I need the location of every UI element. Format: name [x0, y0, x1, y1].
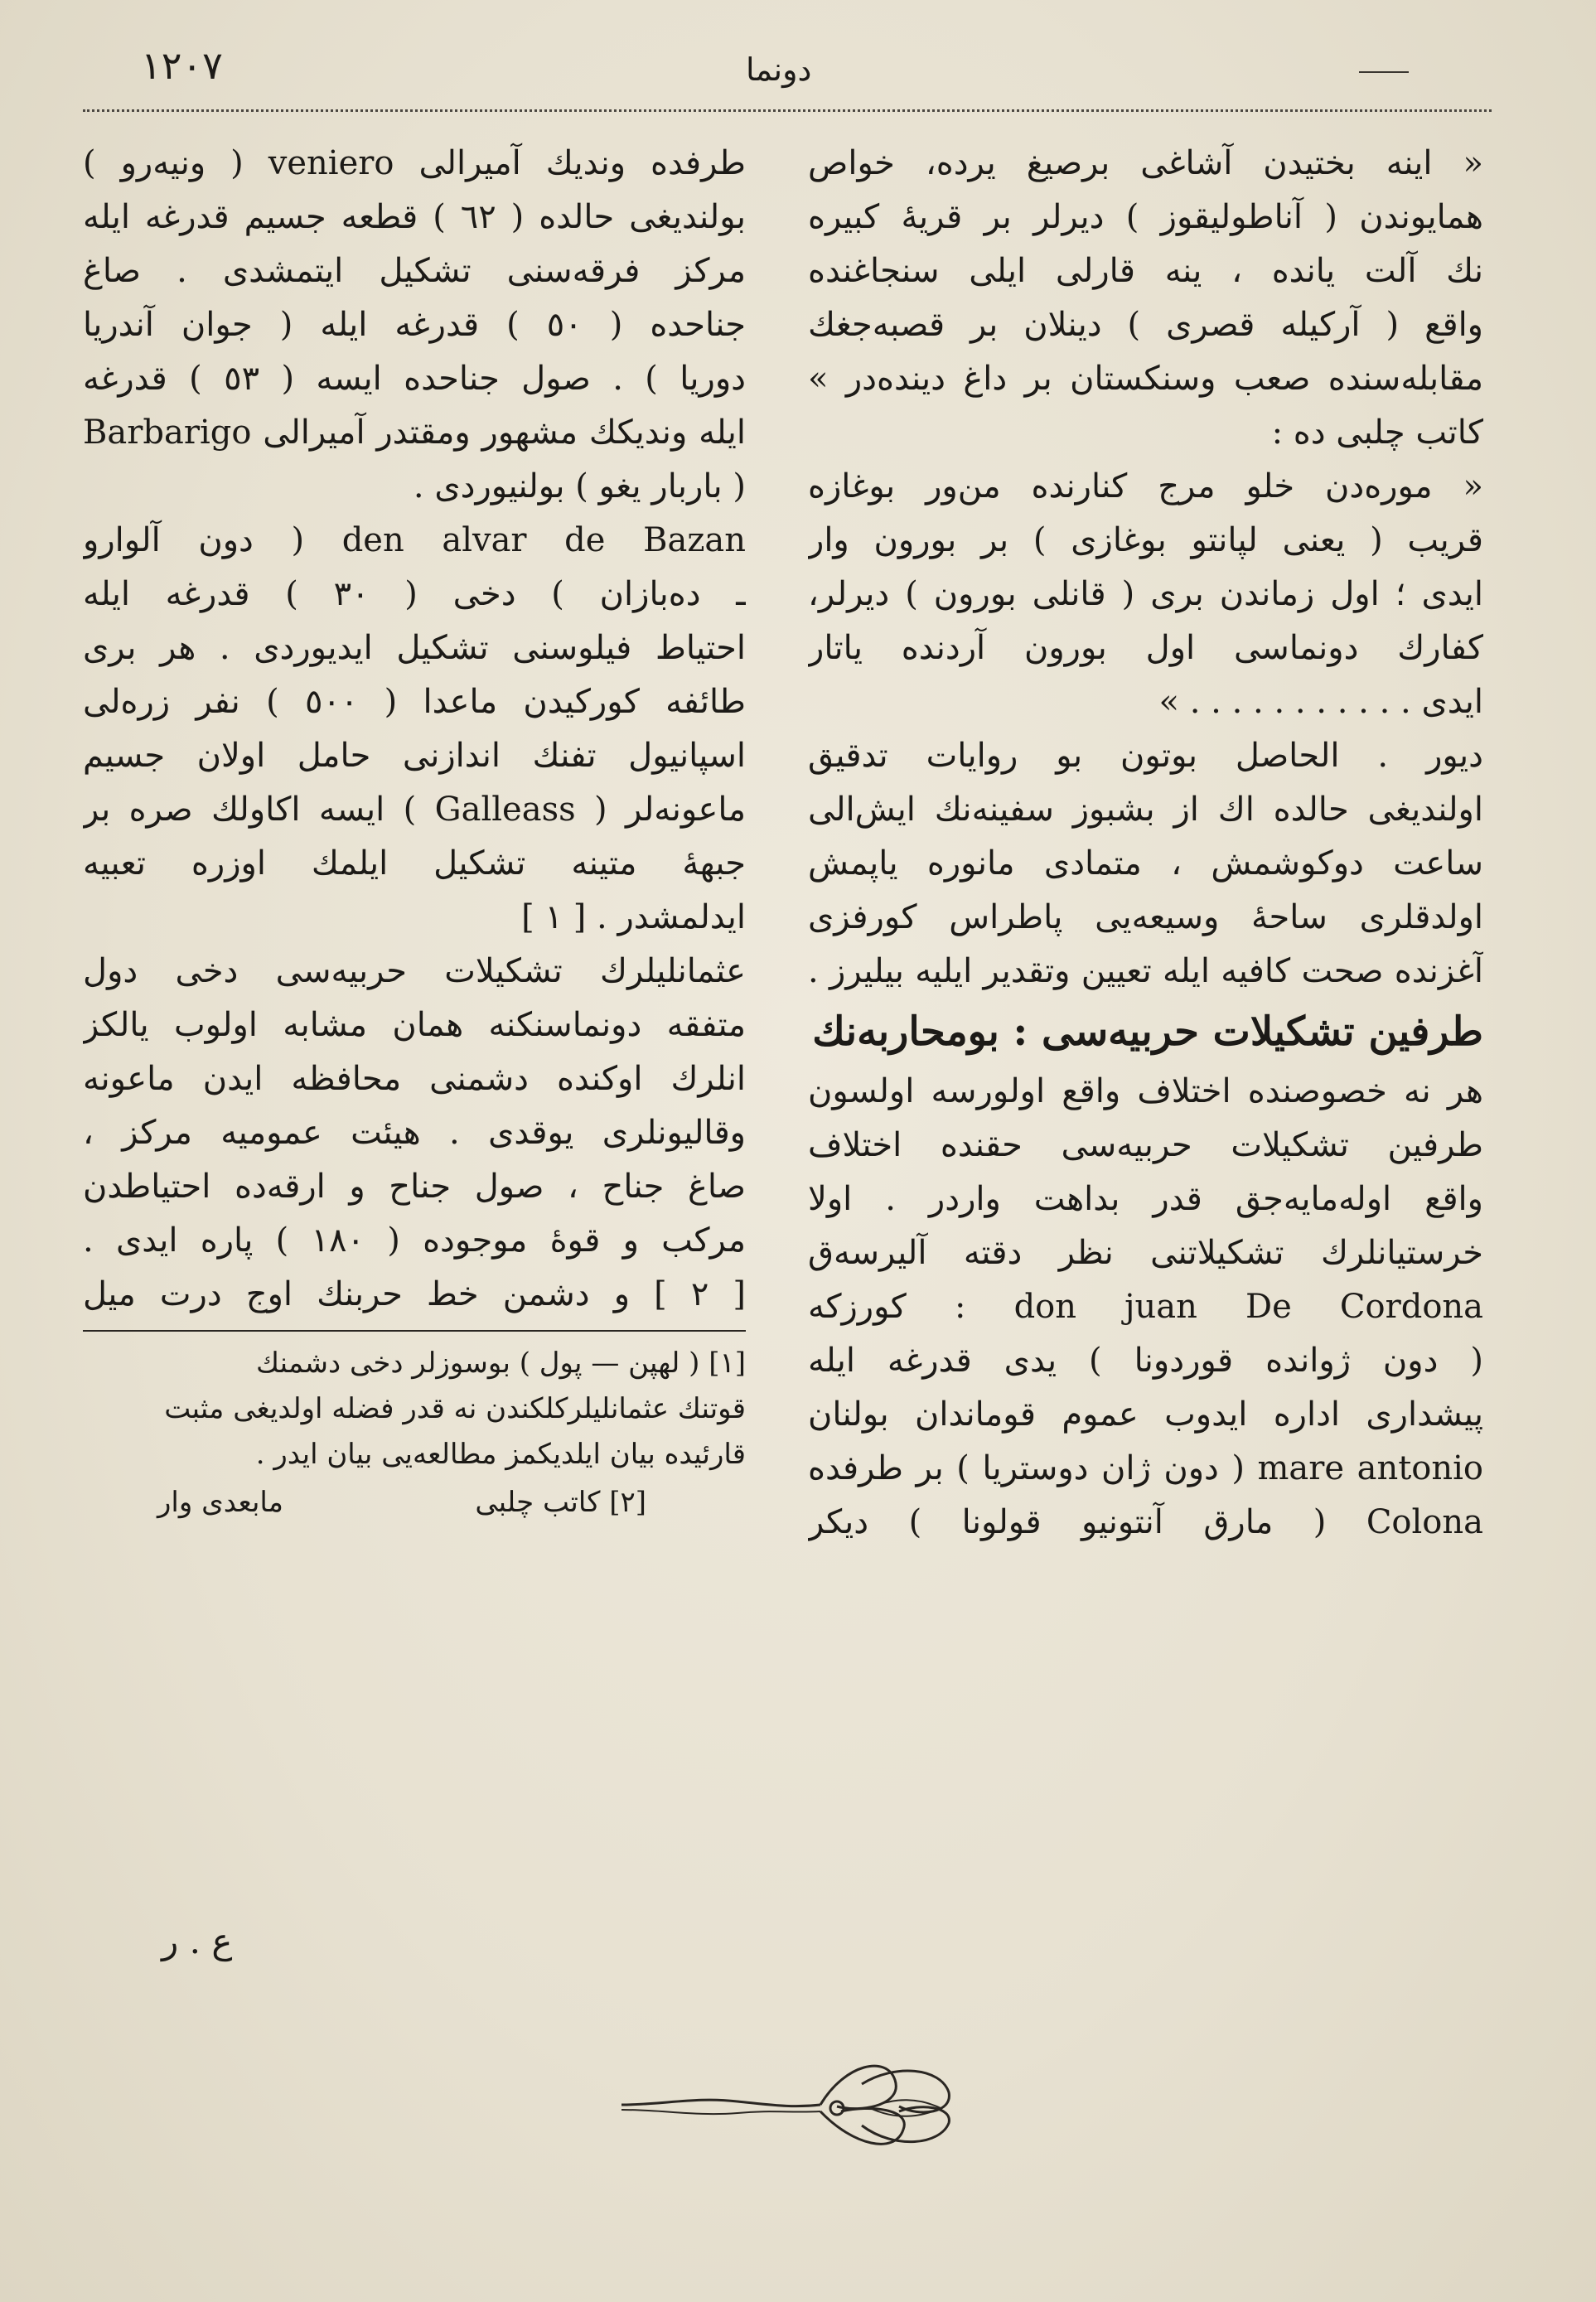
- text-line: [ ٢ ] و دشمن خط حربنك اوج درت میل: [83, 1275, 746, 1313]
- text-line: اولندیغی حالده اك از بشبوز سفینه‌نك ایش‌الی: [808, 791, 1483, 829]
- text-line: طرفین تشکیلات حربیه‌سی حقنده اختلاف: [808, 1126, 1483, 1164]
- text-line: ایدی . . . . . . . . . . . »: [1158, 683, 1483, 721]
- text-line: ماعونه‌لر ( Galleass ) ایسه اکاولك صره بر: [83, 791, 746, 829]
- page-number: ١٢٠٧: [141, 43, 223, 88]
- text-line: طرفده وندیك آمیرالی veniero ( ونیه‌رو ): [83, 144, 746, 182]
- text-line: متفقه دونماسنکنه همان مشابه اولوب یالکز: [83, 1006, 746, 1044]
- text-line: پیشداری اداره ایدوب عموم قوماندان بولنان: [808, 1395, 1483, 1434]
- text-line: خرستیانلرك تشکیلاتنی نظر دقته آلیرسه‌ق: [808, 1234, 1483, 1272]
- text-line: ( باربار یغو ) بولنیوردی .: [413, 467, 746, 505]
- text-line: اولدقلری ساحهٔ وسیعه‌یی پاطراس کورفزی: [808, 898, 1483, 936]
- text-line: جناحده ( ٥٠ ) قدرغه ایله ( جوان آندریا: [83, 306, 746, 344]
- text-line: صاغ جناح ، صول جناح و ارقه‌ده احتیاطدن: [83, 1168, 746, 1206]
- text-line: وقالیونلری یوقدی . هیئت عمومیه مرکز ،: [83, 1114, 746, 1152]
- footnote-row: [83, 1477, 746, 1527]
- footnote-line: قوتنك عثمانلیلرکلکندن نه قدر فضله اولدیغی مثبت: [164, 1392, 746, 1425]
- text-line: مرکز فرقه‌سنی تشکیل ایتمشدی . صاغ: [83, 252, 746, 290]
- text-line: احتیاط فیلوسنی تشکیل ایدیوردی . هر بری: [83, 629, 746, 667]
- text-line: mare antonio ( دون ژان دوستریا ) بر طرفده: [808, 1449, 1483, 1487]
- text-line: واقع ( آرکیله قصری ) دینلان بر قصبه‌جغك: [808, 306, 1483, 344]
- text-line: ـ ده‌بازان ) دخی ( ٣٠ ) قدرغه ایله: [83, 575, 746, 613]
- footnote-line: قارئیده بیان ایلدیکمز مطالعه‌یی بیان ایدر .: [255, 1438, 746, 1471]
- section-heading: طرفین تشکیلات حربیه‌سی : بومحاربه‌نك: [812, 1008, 1483, 1055]
- text-line: Colona ( مارق آنتونیو قولونا ) دیکر: [808, 1503, 1483, 1541]
- text-line: هر نه خصوصنده اختلاف واقع اولورسه اولسون: [808, 1072, 1483, 1110]
- continued-note: مابعدی وار: [157, 1486, 283, 1519]
- running-title: دونما: [746, 51, 812, 88]
- text-line: don juan De Cordona : کورزکه: [808, 1288, 1483, 1326]
- text-line: جبههٔ متینه تشکیل ایلمك اوزره تعبیه: [83, 844, 746, 883]
- left-column: [83, 137, 746, 1527]
- author-signature: ع . ر: [162, 1921, 233, 1961]
- text-line: ( دون ژوانده قوردونا ) یدی قدرغه ایله: [808, 1342, 1483, 1380]
- text-line: دیور . الحاصل بوتون بو روایات تدقیق: [808, 737, 1483, 775]
- text-line: ایله وندیکك مشهور ومقتدر آمیرالی Barbarigo: [83, 413, 746, 452]
- footnote-2: [٢] کاتب چلبی: [475, 1486, 646, 1519]
- text-line: همایوندن ( آناطولیقوز ) دیرلر بر قریهٔ کبیره: [808, 198, 1483, 236]
- text-line: « اینه بختیدن آشاغی برصیغ یرده، خواص: [808, 144, 1483, 182]
- floral-ornament-icon: [613, 2047, 961, 2163]
- text-line: ایدلمشدر . [ ١ ]: [521, 898, 746, 936]
- text-line: den alvar de Bazan ( دون آلوارو: [83, 521, 746, 559]
- text-line: مقابله‌سنده صعب وسنکستان بر داغ دینده‌در »: [808, 360, 1483, 398]
- text-line: دوریا ) . صول جناحده ایسه ( ٥٣ ) قدرغه: [83, 360, 746, 398]
- header-dotted-rule: [83, 109, 1492, 112]
- text-line: اسپانیول تفنك اندازنی حامل اولان جسیم: [83, 737, 746, 775]
- footnote-line: [١] ( لهپن — پول ) بوسوزلر دخی دشمنك: [255, 1347, 746, 1380]
- text-line: مرکب و قوهٔ موجوده ( ١٨٠ ) پاره ایدی .: [83, 1221, 746, 1260]
- text-line: واقع اوله‌مایه‌جق قدر بداهت واردر . اولا: [808, 1180, 1483, 1218]
- header-dash: [1359, 71, 1409, 73]
- text-line: انلرك اوکنده دشمنی محافظه ایدن ماعونه: [83, 1060, 746, 1098]
- text-line: کفارك دونماسی اول بورون آردنده یاتار: [808, 629, 1483, 667]
- text-line: آغزنده صحت کافیه ایله تعیین وتقدیر ایلیه بیلیرز .: [808, 952, 1483, 990]
- text-line: عثمانلیلرك تشکیلات حربیه‌سی دخی دول: [83, 952, 746, 990]
- text-line: بولندیغی حالده ( ٦٢ ) قطعه جسیم قدرغه ایله: [83, 198, 746, 236]
- text-line: « موره‌دن خلو مرج کنارنده من‌ور بوغازه: [808, 467, 1483, 505]
- text-line: ایدی ؛ اول زماندن بری ( قانلی بورون ) دیرلر،: [808, 575, 1483, 613]
- right-column: [808, 137, 1483, 1550]
- text-line: کاتب چلبی ده :: [1271, 413, 1483, 452]
- text-line: ساعت دوکوشمش ، متمادی مانوره یاپمش: [808, 844, 1483, 883]
- text-line: طائفه کورکیدن ماعدا ( ٥٠٠ ) نفر زره‌لی: [83, 683, 746, 721]
- text-line: قریب ( یعنی لپانتو بوغازی ) بر بورون وار: [808, 521, 1483, 559]
- footnote-rule: [83, 1330, 746, 1334]
- text-line: نك آلت یانده ، ینه قارلی ایلی سنجاغنده: [808, 252, 1483, 290]
